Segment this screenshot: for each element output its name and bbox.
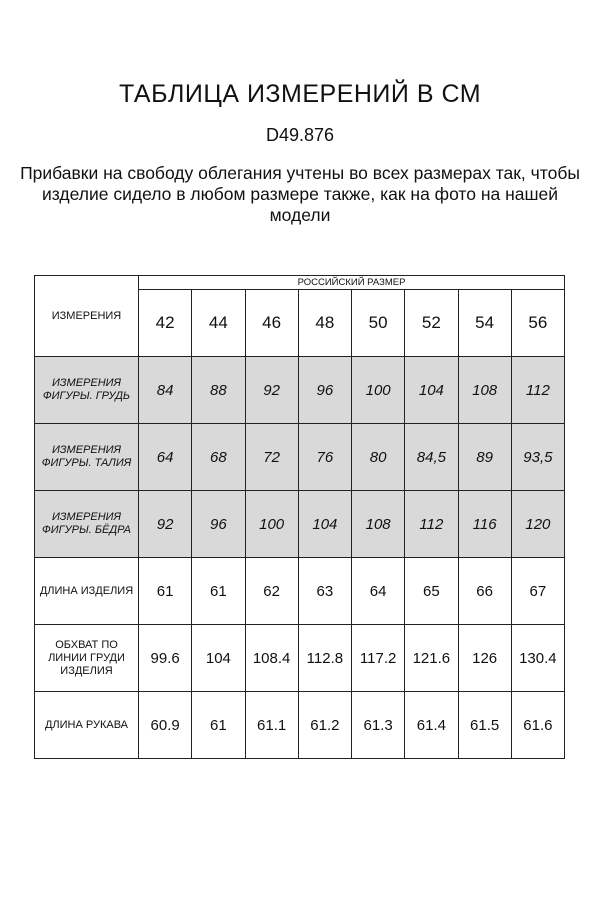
table-cell: 92 <box>245 357 298 424</box>
table-cell: 61 <box>192 558 245 625</box>
table-cell: 68 <box>192 424 245 491</box>
table-cell: 104 <box>298 491 351 558</box>
table-cell: 92 <box>139 491 192 558</box>
table-cell: 84 <box>139 357 192 424</box>
table-cell: 99.6 <box>139 625 192 692</box>
size-header-54: 54 <box>458 290 511 357</box>
size-header-44: 44 <box>192 290 245 357</box>
table-row <box>35 357 565 424</box>
table-cell: 126 <box>458 625 511 692</box>
table-cell: 60.9 <box>139 692 192 759</box>
table-body <box>35 357 565 759</box>
table-cell: 100 <box>245 491 298 558</box>
table-cell: 116 <box>458 491 511 558</box>
table-cell: 64 <box>352 558 405 625</box>
table-cell: 104 <box>405 357 458 424</box>
table-cell: 76 <box>298 424 351 491</box>
size-chart-table <box>34 275 565 759</box>
size-header-48: 48 <box>298 290 351 357</box>
table-cell: 117.2 <box>352 625 405 692</box>
table-cell: 64 <box>139 424 192 491</box>
row-label: ИЗМЕРЕНИЯ ФИГУРЫ. БЁДРА <box>35 491 139 558</box>
size-group-label: РОССИЙСКИЙ РАЗМЕР <box>139 276 565 290</box>
corner-label: ИЗМЕРЕНИЯ <box>35 276 139 357</box>
table-cell: 121.6 <box>405 625 458 692</box>
table-cell: 80 <box>352 424 405 491</box>
fit-note: Прибавки на свободу облегания учтены во всех размерах так, чтобы изделие сидело в любом размере также, как на фото на нашей модели <box>20 163 580 225</box>
table-cell: 108 <box>458 357 511 424</box>
table-cell: 112 <box>511 357 564 424</box>
table-cell: 130.4 <box>511 625 564 692</box>
table-cell: 67 <box>511 558 564 625</box>
table-cell: 61.2 <box>298 692 351 759</box>
table-cell: 108.4 <box>245 625 298 692</box>
table-cell: 61.6 <box>511 692 564 759</box>
table-cell: 61 <box>192 692 245 759</box>
table-cell: 72 <box>245 424 298 491</box>
table-cell: 108 <box>352 491 405 558</box>
table-cell: 63 <box>298 558 351 625</box>
table-cell: 104 <box>192 625 245 692</box>
table-row <box>35 558 565 625</box>
size-header-42: 42 <box>139 290 192 357</box>
size-header-50: 50 <box>352 290 405 357</box>
size-header-46: 46 <box>245 290 298 357</box>
table-cell: 61.4 <box>405 692 458 759</box>
table-row <box>35 491 565 558</box>
row-label: ИЗМЕРЕНИЯ ФИГУРЫ. ТАЛИЯ <box>35 424 139 491</box>
page-title: ТАБЛИЦА ИЗМЕРЕНИЙ В СМ <box>118 80 482 108</box>
row-label: ДЛИНА РУКАВА <box>35 692 139 759</box>
table-row <box>35 625 565 692</box>
table-cell: 89 <box>458 424 511 491</box>
table-cell: 61.3 <box>352 692 405 759</box>
table-cell: 61.1 <box>245 692 298 759</box>
article-number: D49.876 <box>265 125 335 145</box>
table-cell: 112.8 <box>298 625 351 692</box>
table-cell: 96 <box>192 491 245 558</box>
size-header-56: 56 <box>511 290 564 357</box>
table-cell: 61.5 <box>458 692 511 759</box>
row-label: ДЛИНА ИЗДЕЛИЯ <box>35 558 139 625</box>
table-cell: 61 <box>139 558 192 625</box>
row-label: ИЗМЕРЕНИЯ ФИГУРЫ. ГРУДЬ <box>35 357 139 424</box>
table-cell: 120 <box>511 491 564 558</box>
table-cell: 65 <box>405 558 458 625</box>
table-row <box>35 692 565 759</box>
table-cell: 84,5 <box>405 424 458 491</box>
table-cell: 66 <box>458 558 511 625</box>
size-header-52: 52 <box>405 290 458 357</box>
table-cell: 62 <box>245 558 298 625</box>
table-cell: 112 <box>405 491 458 558</box>
row-label: ОБХВАТ ПО ЛИНИИ ГРУДИ ИЗДЕЛИЯ <box>35 625 139 692</box>
table-row <box>35 424 565 491</box>
table-cell: 88 <box>192 357 245 424</box>
table-cell: 100 <box>352 357 405 424</box>
table-cell: 93,5 <box>511 424 564 491</box>
table-cell: 96 <box>298 357 351 424</box>
